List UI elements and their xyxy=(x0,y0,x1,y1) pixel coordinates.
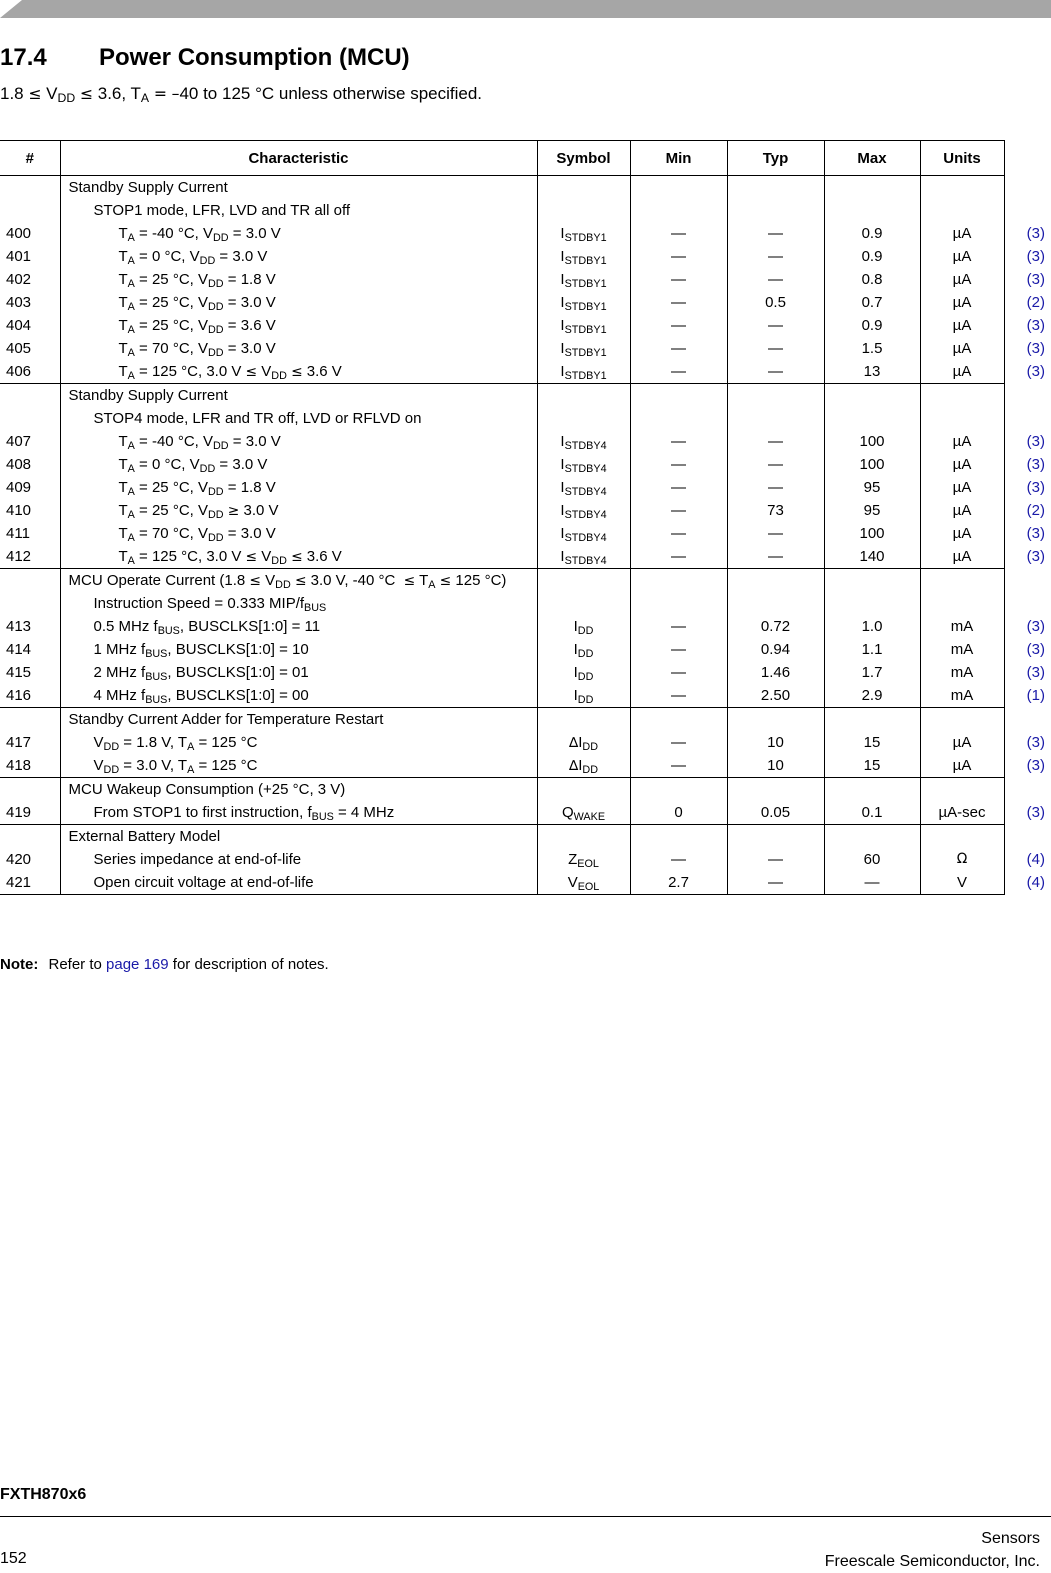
footer-category: Sensors xyxy=(825,1527,1040,1550)
footer-company: Freescale Semiconductor, Inc. xyxy=(825,1550,1040,1573)
note-label: Note: xyxy=(0,956,38,973)
table-row-group xyxy=(0,708,1051,778)
section-number: 17.4 xyxy=(0,44,99,72)
symbol-cell: $I_{STDBY1}$ $I_{STDBY1}$ $I_{STDBY1}$ $I_{STDBY1}$ $I_{STDBY1}$ $I_{STDBY1}$ $I_{STDBY1}$ xyxy=(537,176,630,384)
note-link[interactable]: (3) xyxy=(1005,731,1051,754)
group-subtitle: STOP4 mode, LFR and TR off, LVD or RFLVD on xyxy=(69,407,537,430)
note-link[interactable]: (2) xyxy=(1005,291,1051,314)
note-link[interactable]: (4) xyxy=(1005,848,1051,871)
min-cell: — — — — — — — xyxy=(630,176,727,384)
units-cell: Ω V xyxy=(920,825,1004,895)
group-title: Standby Supply Current xyxy=(69,384,537,407)
symbol-cell: $\Delta I_{DD}$ $\Delta I_{DD}$ xyxy=(537,708,630,778)
group-subtitle: Instruction Speed = 0.333 MIP/$f_{BUS}$ xyxy=(69,592,537,615)
notes-cell xyxy=(1004,569,1051,708)
note-link[interactable]: (2) xyxy=(1005,499,1051,522)
max-cell: 0.1 xyxy=(824,778,920,825)
note-link[interactable]: (1) xyxy=(1005,684,1051,707)
characteristic-cell: MCU Operate Current ($1.8 \le V_{DD} \le 3.0$ V, -40 $^\circ C \le T_A \le 125$ °C) Instruction Speed = 0.333 MIP/$f_{BUS}$ 0.5 MHz $f_{BUS}$, BUSCLKS[1:0] = 11 1 MHz $f_{BUS}$, BUSCLKS[1:0] = 10 2 MHz $f_{BUS}$, BUSCLKS[1:0] = 01 4 MHz $f_{BUS}$, BUSCLKS[1:0] = 00 xyxy=(60,569,537,708)
note-text-after: for description of notes. xyxy=(173,956,329,973)
symbol-cell: $Z_{EOL}$ $V_{EOL}$ xyxy=(537,825,630,895)
note-link[interactable]: (3) xyxy=(1005,754,1051,777)
units-cell: µA µA xyxy=(920,708,1004,778)
row-numbers: 407 408 409 410 411 412 xyxy=(0,384,60,569)
max-cell: 15 15 xyxy=(824,708,920,778)
group-title: Standby Current Adder for Temperature Restart xyxy=(69,708,537,731)
note-link[interactable]: (3) xyxy=(1005,245,1051,268)
section-heading xyxy=(0,44,410,72)
typ-cell: 10 10 xyxy=(727,708,824,778)
table-note xyxy=(0,956,329,973)
note-link[interactable]: (3) xyxy=(1005,545,1051,568)
row-numbers: 419 xyxy=(0,778,60,825)
characteristic-cell: Standby Current Adder for Temperature Restart $V_{DD} = 1.8$ V, $T_A = 125$ °C $V_{DD} = 3.0$ V, $T_A = 125$ °C xyxy=(60,708,537,778)
notes-cell xyxy=(1004,708,1051,778)
note-link[interactable]: (4) xyxy=(1005,871,1051,894)
header-max: Max xyxy=(824,141,920,176)
table-header-row xyxy=(0,141,1051,176)
footer-divider xyxy=(0,1516,1051,1517)
page-link[interactable]: page 169 xyxy=(106,956,169,973)
group-title: MCU Operate Current ($1.8 \le V_{DD} \le 3.0$ V, -40 $^\circ C \le T_A \le 125$ °C) xyxy=(69,569,537,592)
units-cell: µA µA µA µA µA µA µA xyxy=(920,176,1004,384)
characteristic-cell: MCU Wakeup Consumption (+25 °C, 3 V) From STOP1 to first instruction, $f_{BUS} = 4$ MHz xyxy=(60,778,537,825)
group-title: MCU Wakeup Consumption (+25 °C, 3 V) xyxy=(69,778,537,801)
typ-cell: — — — 73 — — xyxy=(727,384,824,569)
note-link[interactable]: (3) xyxy=(1005,638,1051,661)
footer-doc-title: FXTH870x6 xyxy=(0,1486,86,1504)
table-row-group xyxy=(0,825,1051,895)
note-link[interactable]: (3) xyxy=(1005,453,1051,476)
header-min: Min xyxy=(630,141,727,176)
header-num: # xyxy=(0,141,60,176)
note-link[interactable]: (3) xyxy=(1005,337,1051,360)
typ-cell: 0.05 xyxy=(727,778,824,825)
note-link[interactable]: (3) xyxy=(1005,268,1051,291)
typ-cell: — — — 0.5 — — — xyxy=(727,176,824,384)
note-link[interactable]: (3) xyxy=(1005,661,1051,684)
symbol-cell: $I_{DD}$ $I_{DD}$ $I_{DD}$ $I_{DD}$ xyxy=(537,569,630,708)
note-link[interactable]: (3) xyxy=(1005,360,1051,383)
min-cell: — 2.7 xyxy=(630,825,727,895)
min-cell: 0 xyxy=(630,778,727,825)
units-cell: mA mA mA mA xyxy=(920,569,1004,708)
table-row-group xyxy=(0,176,1051,384)
footer-page-number: 152 xyxy=(0,1550,27,1568)
note-link[interactable]: (3) xyxy=(1005,476,1051,499)
section-title: Power Consumption (MCU) xyxy=(99,44,410,71)
conditions-text: $1.8 \le V_{DD} \le 3.6$, $T_A = -40$ to 125 °C unless otherwise specified. xyxy=(0,84,482,104)
units-cell: µA µA µA µA µA µA xyxy=(920,384,1004,569)
max-cell: 100 100 95 95 100 140 xyxy=(824,384,920,569)
group-subtitle: STOP1 mode, LFR, LVD and TR all off xyxy=(69,199,537,222)
notes-cell xyxy=(1004,384,1051,569)
group-title: Standby Supply Current xyxy=(69,176,537,199)
max-cell: 0.9 0.9 0.8 0.7 0.9 1.5 13 xyxy=(824,176,920,384)
note-link[interactable]: (3) xyxy=(1005,522,1051,545)
min-cell: — — xyxy=(630,708,727,778)
note-link[interactable]: (3) xyxy=(1005,430,1051,453)
notes-cell xyxy=(1004,778,1051,825)
row-numbers: 413 414 415 416 xyxy=(0,569,60,708)
table-row-group xyxy=(0,384,1051,569)
header-symbol: Symbol xyxy=(537,141,630,176)
header-units: Units xyxy=(920,141,1004,176)
units-cell: µA-sec xyxy=(920,778,1004,825)
min-cell: — — — — xyxy=(630,569,727,708)
row-numbers: 400 401 402 403 404 405 406 xyxy=(0,176,60,384)
footer-publisher xyxy=(825,1527,1040,1573)
note-link[interactable]: (3) xyxy=(1005,801,1051,824)
notes-cell xyxy=(1004,825,1051,895)
note-link[interactable]: (3) xyxy=(1005,615,1051,638)
table-row-group xyxy=(0,569,1051,708)
typ-cell: — — xyxy=(727,825,824,895)
header-characteristic: Characteristic xyxy=(60,141,537,176)
note-link[interactable]: (3) xyxy=(1005,222,1051,245)
power-consumption-table xyxy=(0,140,1051,895)
characteristic-cell: Standby Supply Current STOP4 mode, LFR and TR off, LVD or RFLVD on $T_A = -40$ °C, $V_{DD} = 3.0$ V $T_A = 0$ °C, $V_{DD} = 3.0$ V $T_A = 25$ °C, $V_{DD} = 1.8$ V $T_A = 25$ °C, $V_{DD} \ge 3.0$ V $T_A = 70$ °C, $V_{DD} = 3.0$ V $T_A = 125$ °C, 3.0 $V \le V_{DD} \le 3.6$ V xyxy=(60,384,537,569)
note-link[interactable]: (3) xyxy=(1005,314,1051,337)
symbol-cell: $I_{STDBY4}$ $I_{STDBY4}$ $I_{STDBY4}$ $I_{STDBY4}$ $I_{STDBY4}$ $I_{STDBY4}$ xyxy=(537,384,630,569)
symbol-cell: $Q_{WAKE}$ xyxy=(537,778,630,825)
typ-cell: 0.72 0.94 1.46 2.50 xyxy=(727,569,824,708)
characteristic-cell: Standby Supply Current STOP1 mode, LFR, LVD and TR all off $T_A = -40$ °C, $V_{DD} = 3.0$ V $T_A = 0$ °C, $V_{DD} = 3.0$ V $T_A = 25$ °C, $V_{DD} = 1.8$ V $T_A = 25$ °C, $V_{DD} = 3.0$ V $T_A = 25$ °C, $V_{DD} = 3.6$ V $T_A = 70$ °C, $V_{DD} = 3.0$ V $T_A = 125$ °C, 3.0 $V \le V_{DD} \le 3.6$ V xyxy=(60,176,537,384)
row-numbers: 417 418 xyxy=(0,708,60,778)
note-text-before: Refer to xyxy=(49,956,102,973)
min-cell: — — — — — — xyxy=(630,384,727,569)
notes-cell xyxy=(1004,176,1051,384)
group-title: External Battery Model xyxy=(69,825,537,848)
characteristic-cell: External Battery Model Series impedance at end-of-life Open circuit voltage at end-of-life xyxy=(60,825,537,895)
max-cell: 1.0 1.1 1.7 2.9 xyxy=(824,569,920,708)
header-bar xyxy=(0,0,1051,18)
row-numbers: 420 421 xyxy=(0,825,60,895)
table-row-group xyxy=(0,778,1051,825)
max-cell: 60 — xyxy=(824,825,920,895)
header-typ: Typ xyxy=(727,141,824,176)
